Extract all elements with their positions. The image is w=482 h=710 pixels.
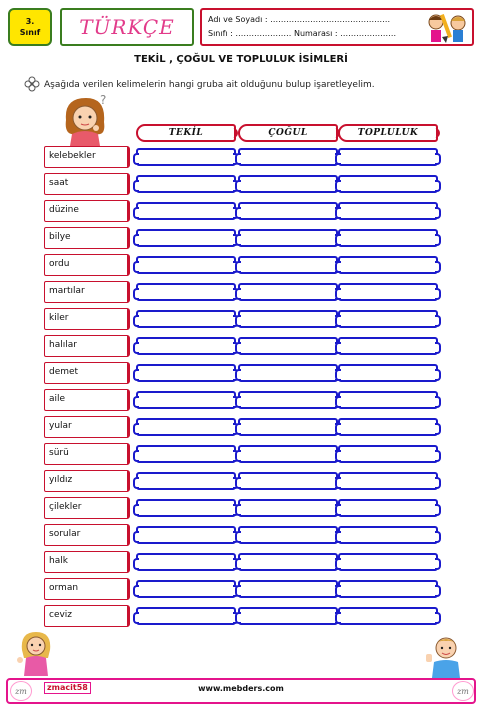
- answer-cell-tekil[interactable]: [136, 229, 236, 247]
- table-row: [0, 551, 482, 573]
- word-cell: çilekler: [44, 497, 130, 519]
- answer-cell-cogul[interactable]: [238, 391, 338, 409]
- table-row: [0, 362, 482, 384]
- grade-number: 3.: [25, 17, 35, 26]
- table-row: [0, 227, 482, 249]
- word-cell: düzine: [44, 200, 130, 222]
- subject-box: [60, 8, 194, 46]
- answer-cell-topluluk[interactable]: [338, 256, 438, 274]
- table-row: [0, 254, 482, 276]
- answer-cell-tekil[interactable]: [136, 607, 236, 625]
- column-header-topluluk: TOPLULUK: [338, 124, 438, 142]
- thumbs-up-boy-icon: [422, 632, 468, 678]
- word-cell: saat: [44, 173, 130, 195]
- answer-cell-cogul[interactable]: [238, 580, 338, 598]
- answer-cell-cogul[interactable]: [238, 229, 338, 247]
- answer-cell-cogul[interactable]: [238, 445, 338, 463]
- table-row: [0, 605, 482, 627]
- answer-cell-cogul[interactable]: [238, 148, 338, 166]
- word-cell: orman: [44, 578, 130, 600]
- answer-cell-tekil[interactable]: [136, 175, 236, 193]
- answer-cell-cogul[interactable]: [238, 175, 338, 193]
- column-header-cogul: ÇOĞUL: [238, 124, 338, 142]
- table-row: [0, 416, 482, 438]
- table-row: [0, 200, 482, 222]
- word-cell: halk: [44, 551, 130, 573]
- word-cell: demet: [44, 362, 130, 384]
- answer-cell-cogul[interactable]: [238, 256, 338, 274]
- answer-cell-cogul[interactable]: [238, 553, 338, 571]
- table-row: [0, 281, 482, 303]
- table-row: [0, 443, 482, 465]
- answer-cell-topluluk[interactable]: [338, 283, 438, 301]
- answer-cell-cogul[interactable]: [238, 499, 338, 517]
- answer-cell-topluluk[interactable]: [338, 472, 438, 490]
- word-cell: yıldız: [44, 470, 130, 492]
- table-row: [0, 578, 482, 600]
- thinking-girl-icon: [56, 90, 122, 146]
- grade-label: Sınıf: [19, 28, 41, 37]
- answer-cell-tekil[interactable]: [136, 256, 236, 274]
- answer-cell-topluluk[interactable]: [338, 418, 438, 436]
- class-number-field-label: Sınıfı : ………………… Numarası : …………………: [208, 29, 397, 38]
- word-cell: sürü: [44, 443, 130, 465]
- answer-cell-tekil[interactable]: [136, 337, 236, 355]
- answer-cell-topluluk[interactable]: [338, 202, 438, 220]
- answer-cell-cogul[interactable]: [238, 202, 338, 220]
- author-tag: zmacit58: [44, 682, 91, 694]
- answer-cell-topluluk[interactable]: [338, 445, 438, 463]
- word-cell: yular: [44, 416, 130, 438]
- name-field-label: Adı ve Soyadı : ………………………………………: [208, 15, 391, 24]
- table-row: [0, 470, 482, 492]
- waving-girl-icon: [12, 630, 58, 678]
- flower-icon: [24, 76, 40, 92]
- answer-cell-topluluk[interactable]: [338, 553, 438, 571]
- table-row: [0, 335, 482, 357]
- answer-cell-tekil[interactable]: [136, 472, 236, 490]
- word-cell: sorular: [44, 524, 130, 546]
- answer-cell-tekil[interactable]: [136, 391, 236, 409]
- answer-cell-topluluk[interactable]: [338, 364, 438, 382]
- instruction-text: Aşağıda verilen kelimelerin hangi gruba ait olduğunu bulup işaretleyelim.: [44, 80, 375, 90]
- answer-cell-cogul[interactable]: [238, 283, 338, 301]
- word-cell: martılar: [44, 281, 130, 303]
- answer-cell-tekil[interactable]: [136, 445, 236, 463]
- answer-cell-cogul[interactable]: [238, 337, 338, 355]
- table-row: [0, 173, 482, 195]
- logo-badge-left: zm: [10, 681, 32, 701]
- answer-cell-tekil[interactable]: [136, 148, 236, 166]
- grade-badge: [8, 8, 52, 46]
- logo-badge-right: zm: [452, 681, 474, 701]
- answer-cell-tekil[interactable]: [136, 499, 236, 517]
- word-cell: kelebekler: [44, 146, 130, 168]
- table-row: [0, 524, 482, 546]
- answer-cell-cogul[interactable]: [238, 472, 338, 490]
- answer-cell-topluluk[interactable]: [338, 499, 438, 517]
- answer-cell-cogul[interactable]: [238, 418, 338, 436]
- kids-pencil-icon: [422, 10, 474, 44]
- column-header-tekil: TEKİL: [136, 124, 236, 142]
- answer-cell-cogul[interactable]: [238, 364, 338, 382]
- answer-cell-tekil[interactable]: [136, 310, 236, 328]
- table-row: [0, 308, 482, 330]
- table-row: [0, 146, 482, 168]
- answer-cell-tekil[interactable]: [136, 580, 236, 598]
- table-row: [0, 389, 482, 411]
- site-url-link[interactable]: www.mebders.com: [198, 684, 284, 693]
- answer-cell-tekil[interactable]: [136, 418, 236, 436]
- answer-cell-topluluk[interactable]: [338, 391, 438, 409]
- answer-cell-topluluk[interactable]: [338, 229, 438, 247]
- word-cell: aile: [44, 389, 130, 411]
- word-cell: kiler: [44, 308, 130, 330]
- answer-cell-tekil[interactable]: [136, 283, 236, 301]
- word-cell: halılar: [44, 335, 130, 357]
- answer-cell-topluluk[interactable]: [338, 310, 438, 328]
- answer-cell-topluluk[interactable]: [338, 607, 438, 625]
- answer-cell-topluluk[interactable]: [338, 580, 438, 598]
- answer-cell-tekil[interactable]: [136, 553, 236, 571]
- answer-cell-tekil[interactable]: [136, 364, 236, 382]
- answer-cell-tekil[interactable]: [136, 202, 236, 220]
- word-cell: ceviz: [44, 605, 130, 627]
- answer-cell-tekil[interactable]: [136, 526, 236, 544]
- svg-text:?: ?: [100, 93, 107, 107]
- answer-cell-cogul[interactable]: [238, 607, 338, 625]
- answer-cell-topluluk[interactable]: [338, 337, 438, 355]
- answer-cell-cogul[interactable]: [238, 526, 338, 544]
- answer-cell-topluluk[interactable]: [338, 148, 438, 166]
- answer-cell-cogul[interactable]: [238, 310, 338, 328]
- word-cell: bilye: [44, 227, 130, 249]
- answer-cell-topluluk[interactable]: [338, 526, 438, 544]
- subject-title: TÜRKÇE: [79, 15, 175, 39]
- table-row: [0, 497, 482, 519]
- word-cell: ordu: [44, 254, 130, 276]
- answer-cell-topluluk[interactable]: [338, 175, 438, 193]
- worksheet-title: TEKİL , ÇOĞUL VE TOPLULUK İSİMLERİ: [134, 54, 348, 65]
